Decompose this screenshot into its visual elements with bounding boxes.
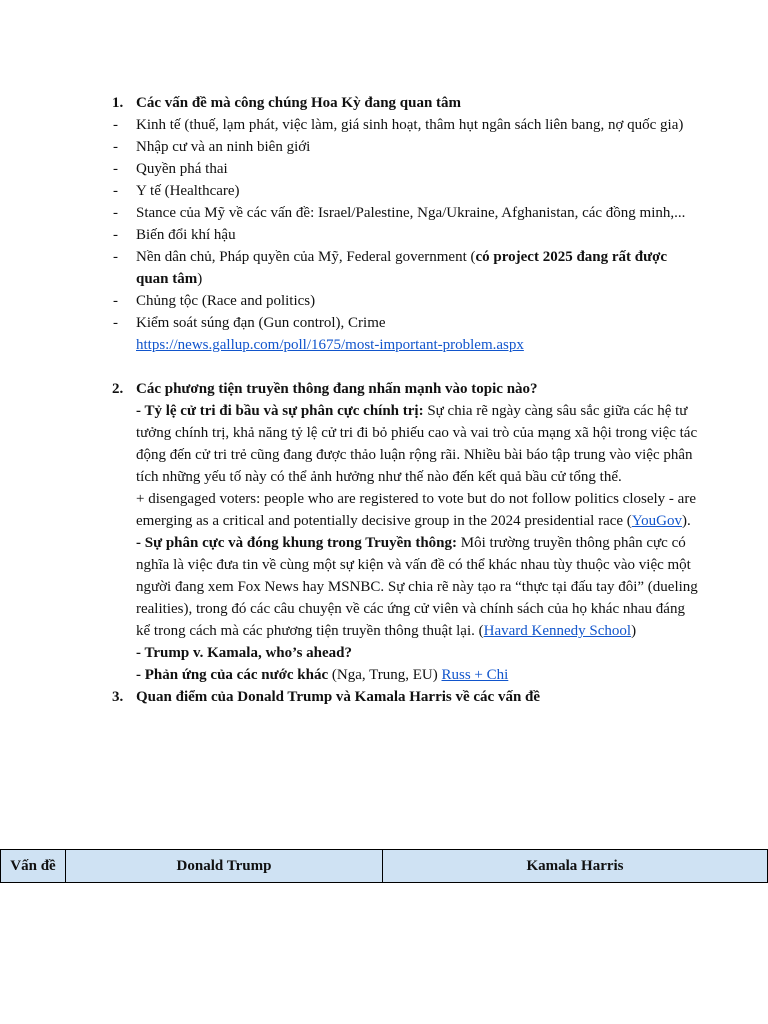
list-item: - Kinh tế (thuế, lạm phát, việc làm, giá sinh hoạt, thâm hụt ngân sách liên bang, nợ quốc gia) [113,117,684,133]
disengaged-voters-paragraph: + disengaged voters: people who are registered to vote but do not follow politics closely - are emerging as a critical and potentially decisive group in the 2024 presidential race (YouGov). [136,491,696,529]
list-item: - Nhập cư và an ninh biên giới [113,139,311,155]
list-item: - Nền dân chủ, Pháp quyền của Mỹ, Federal government (có project 2025 đang rất được quan tâm) [113,249,668,287]
section-3-heading [0,686,768,708]
section-3-title: Quan điểm của Donald Trump và Kamala Harris về các vấn đề [136,689,541,705]
list-item: - Quyền phá thai [113,161,228,177]
harvard-kennedy-link[interactable]: Havard Kennedy School [483,623,632,639]
document-content [0,92,768,708]
issues-table [0,849,768,883]
section-2-number: 2. [112,381,124,397]
trump-kamala-line: - Trump v. Kamala, who’s ahead? [136,645,352,661]
yougov-link[interactable]: YouGov [631,513,682,529]
other-countries-line: - Phản ứng của các nước khác (Nga, Trung, EU) Russ + Chi [136,667,509,683]
project-2025-note: có project 2025 đang rất được quan tâm [136,249,668,287]
column-header-issue: Vấn đề [1,850,66,883]
section-2-heading [0,378,768,400]
section-1-title: Các vấn đề mà công chúng Hoa Kỳ đang quan tâm [136,95,462,111]
list-item: - Kiểm soát súng đạn (Gun control), Crime https://news.gallup.com/poll/1675/most-important-problem.aspx [113,315,524,353]
list-item: - Y tế (Healthcare) [113,183,240,199]
section-3-number: 3. [112,689,124,705]
list-item: - Chủng tộc (Race and politics) [113,293,316,309]
russ-chi-link[interactable]: Russ + Chi [441,667,509,683]
gallup-link[interactable]: https://news.gallup.com/poll/1675/most-important-problem.aspx [136,337,524,353]
column-header-trump: Donald Trump [66,850,383,883]
section-1-heading [0,92,768,114]
column-header-harris: Kamala Harris [383,850,768,883]
list-item: - Stance của Mỹ về các vấn đề: Israel/Palestine, Nga/Ukraine, Afghanistan, các đồng minh,... [113,205,686,221]
list-item: - Biến đổi khí hậu [113,227,236,243]
table-header-row [1,850,768,883]
section-1-number: 1. [112,95,124,111]
turnout-paragraph: - Tỷ lệ cử tri đi bầu và sự phân cực chính trị: Sự chia rẽ ngày càng sâu sắc giữa các hệ tư tưởng chính trị, khả năng tỷ lệ cử tri đi bỏ phiếu cao và vai trò của mạng xã hội trong việc tác động đến cử tri trẻ cũng đang được thảo luận rộng rãi. Nhiều bài báo tập trung vào việc phân tích những yếu tố này có thể ảnh hưởng như thế nào đến kết quả bầu cử tổng thể. [136,403,698,485]
media-polarization-paragraph: - Sự phân cực và đóng khung trong Truyền thông: Môi trường truyền thông phân cực có nghĩa là việc đưa tin về cùng một sự kiện và vấn đề có thể khác nhau tùy thuộc vào việc một người đang xem Fox News hay MSNBC. Sự chia rẽ này tạo ra “thực tại đấu tay đôi” (dueling realities), trong đó các câu chuyện về các ứng cử viên và chính sách của họ khác nhau đáng kể trong cách mà các phương tiện truyền thông thuật lại. (Havard Kennedy School) [136,535,698,639]
section-2-title: Các phương tiện truyền thông đang nhấn mạnh vào topic nào? [136,381,538,397]
